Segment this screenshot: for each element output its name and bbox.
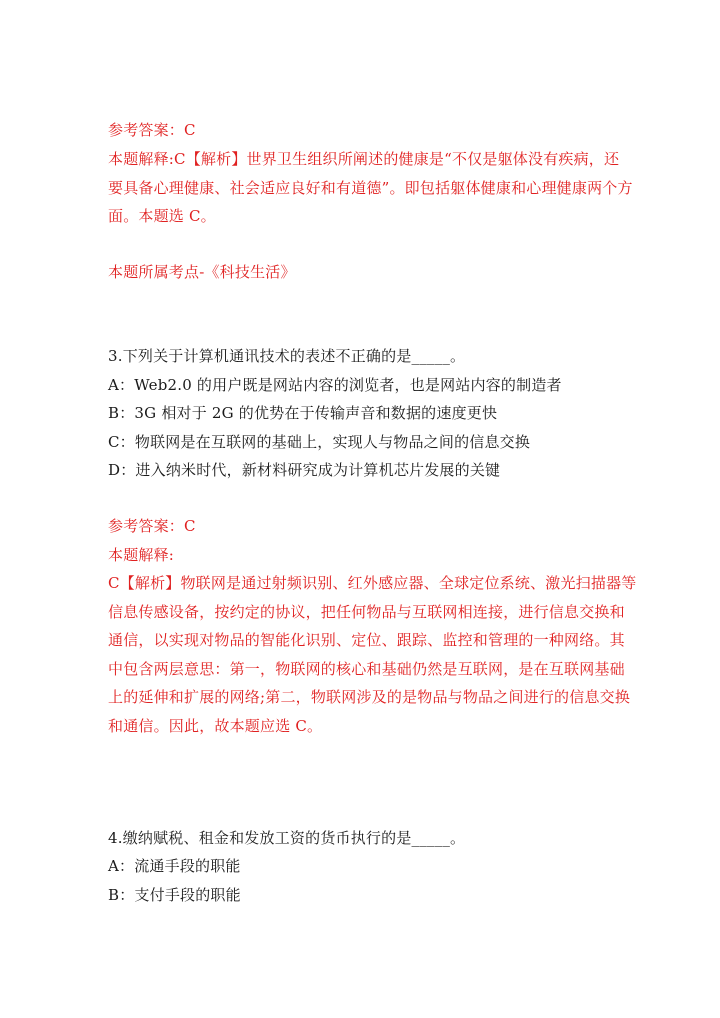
explanation-line: 信息传感设备，按约定的协议，把任何物品与互联网相连接，进行信息交换和 — [108, 603, 625, 621]
explanation-line: 中包含两层意思：第一，物联网的核心和基础仍然是互联网，是在互联网基础 — [108, 660, 625, 678]
explanation-line: 上的延伸和扩展的网络;第二，物联网涉及的是物品与物品之间进行的信息交换 — [108, 688, 631, 706]
option-a: A：Web2.0 的用户既是网站内容的浏览者，也是网站内容的制造者 — [108, 376, 562, 394]
answer-line: 参考答案：C — [108, 517, 196, 535]
option-b: B：支付手段的职能 — [108, 886, 241, 904]
question-stem: 4.缴纳赋税、租金和发放工资的货币执行的是_____。 — [108, 829, 466, 847]
explanation-line: 要具备心理健康、社会适应良好和有道德”。即包括躯体健康和心理健康两个方 — [108, 179, 633, 197]
option-d: D：进入纳米时代，新材料研究成为计算机芯片发展的关键 — [108, 461, 501, 479]
explanation-line: 面。本题选 C。 — [108, 207, 216, 225]
explanation-line: 和通信。因此，故本题应选 C。 — [108, 717, 323, 735]
explanation-line: 通信，以实现对物品的智能化识别、定位、跟踪、监控和管理的一种网络。其 — [108, 631, 625, 649]
question-stem: 3.下列关于计算机通讯技术的表述不正确的是_____。 — [108, 347, 466, 365]
option-b: B：3G 相对于 2G 的优势在于传输声音和数据的速度更快 — [108, 404, 498, 422]
explanation-label: 本题解释: — [108, 546, 175, 564]
option-a: A：流通手段的职能 — [108, 857, 241, 875]
topic-line: 本题所属考点-《科技生活》 — [108, 263, 296, 281]
option-c: C：物联网是在互联网的基础上，实现人与物品之间的信息交换 — [108, 433, 531, 451]
explanation-line: C【解析】物联网是通过射频识别、红外感应器、全球定位系统、激光扫描器等 — [108, 574, 637, 592]
explanation-line: 本题解释:C【解析】世界卫生组织所阐述的健康是“不仅是躯体没有疾病，还 — [108, 150, 620, 168]
answer-line: 参考答案：C — [108, 121, 196, 139]
